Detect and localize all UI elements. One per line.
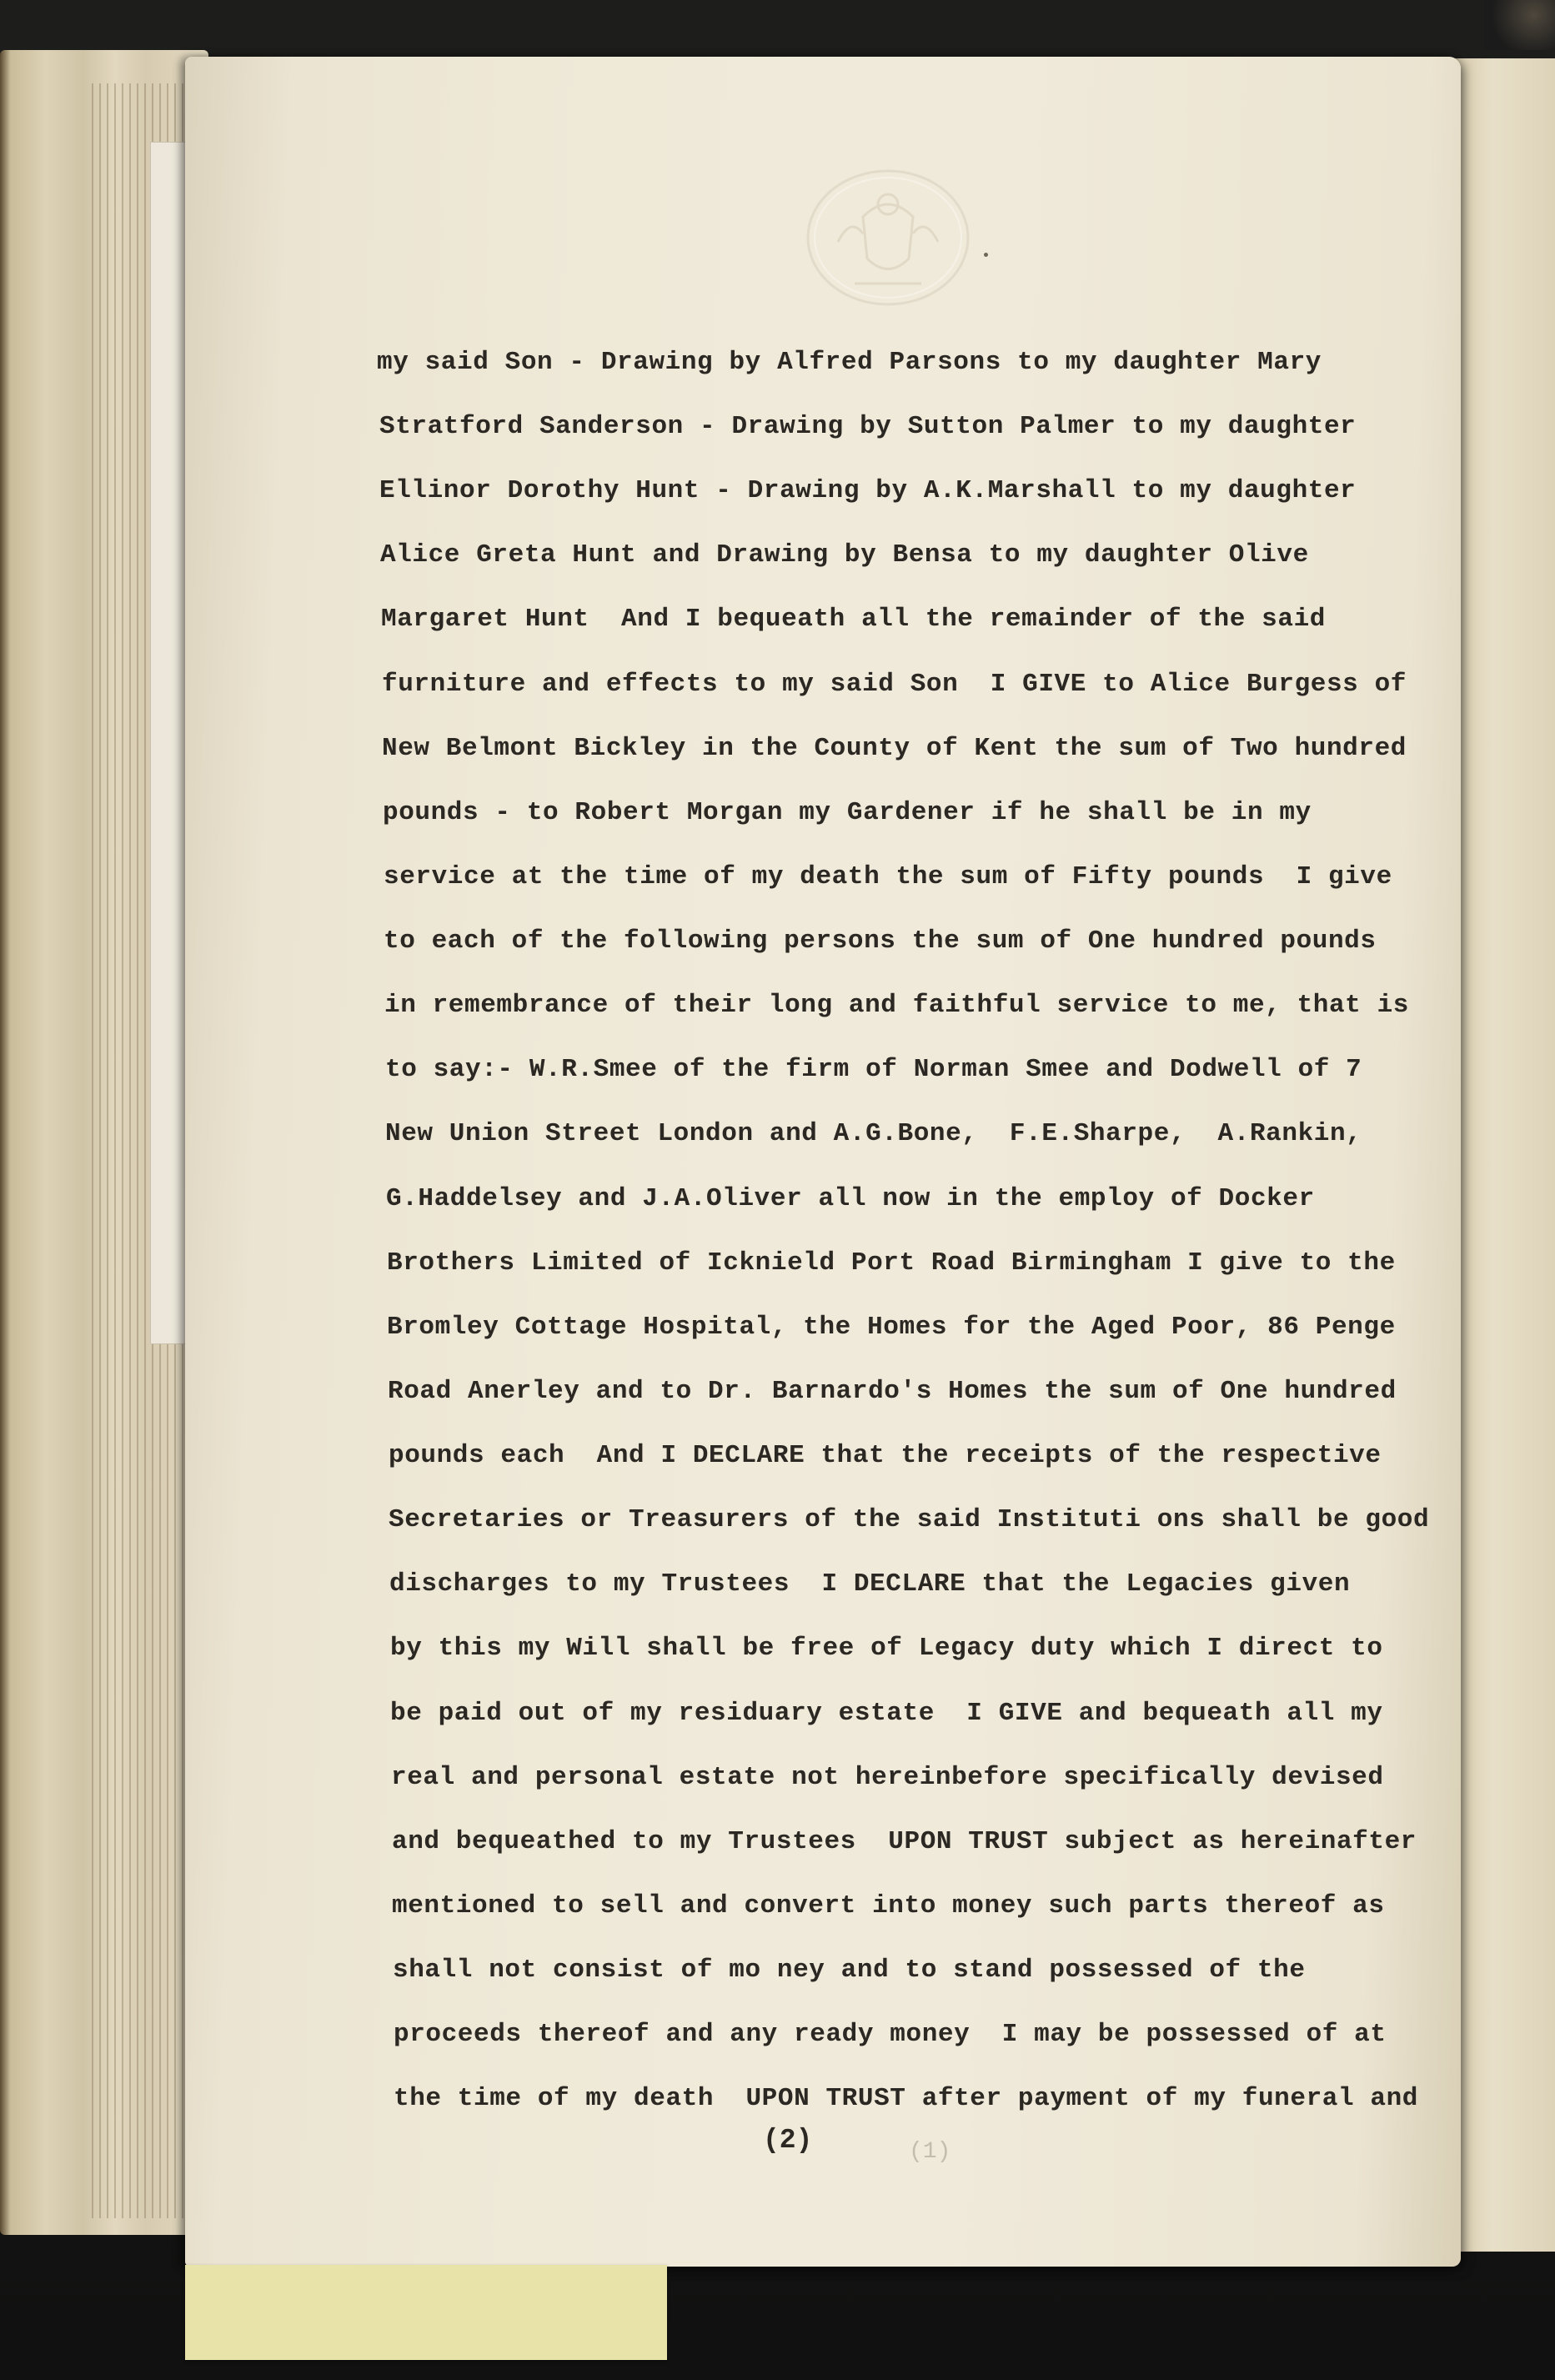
text-line: Brothers Limited of Icknield Port Road Birmingham I give to the [387, 1248, 1396, 1278]
text-line: Ellinor Dorothy Hunt - Drawing by A.K.Marshall to my daughter [379, 476, 1357, 505]
text-line: Stratford Sanderson - Drawing by Sutton Palmer to my daughter [379, 412, 1357, 441]
text-line: Alice Greta Hunt and Drawing by Bensa to my daughter Olive [380, 540, 1309, 570]
text-line: my said Son - Drawing by Alfred Parsons to my daughter Mary [377, 348, 1322, 377]
text-line: real and personal estate not hereinbefore specifically devised [391, 1763, 1384, 1792]
text-line: by this my Will shall be free of Legacy duty which I direct to [390, 1634, 1383, 1663]
text-line: be paid out of my residuary estate I GIVE and bequeath all my [390, 1699, 1383, 1728]
text-line: in remembrance of their long and faithful service to me, that is [384, 991, 1409, 1020]
embossed-seal-icon [805, 167, 971, 309]
text-line: to say:- W.R.Smee of the firm of Norman Smee and Dodwell of 7 [385, 1055, 1362, 1084]
text-line: proceeds thereof and any ready money I may be possessed of at [394, 2020, 1387, 2049]
text-line: Margaret Hunt And I bequeath all the remainder of the said [381, 605, 1326, 634]
document-page [185, 57, 1461, 2267]
text-line: service at the time of my death the sum of Fifty pounds I give [384, 862, 1392, 891]
text-line: and bequeathed to my Trustees UPON TRUST subject as hereinafter [392, 1827, 1417, 1856]
corner-shadow [1484, 0, 1555, 50]
ink-dot [984, 253, 988, 257]
text-line: furniture and effects to my said Son I GIVE to Alice Burgess of [382, 670, 1407, 699]
text-line: to each of the following persons the sum of One hundred pounds [384, 926, 1377, 956]
text-line: mentioned to sell and convert into money such parts thereof as [392, 1891, 1385, 1921]
text-line: shall not consist of mo ney and to stand possessed of the [393, 1956, 1306, 1985]
text-line: pounds each And I DECLARE that the receipts of the respective [389, 1441, 1382, 1470]
text-line: G.Haddelsey and J.A.Oliver all now in the employ of Docker [386, 1184, 1315, 1213]
page-number: (2) [763, 2125, 813, 2156]
faint-page-number: (1) [909, 2139, 951, 2165]
text-line: New Union Street London and A.G.Bone, F.E.Sharpe, A.Rankin, [385, 1119, 1362, 1148]
text-line: Secretaries or Treasurers of the said Instituti ons shall be good [389, 1505, 1430, 1534]
text-line: pounds - to Robert Morgan my Gardener if he shall be in my [383, 798, 1312, 827]
text-line: New Belmont Bickley in the County of Kent the sum of Two hundred [382, 734, 1407, 763]
text-line: the time of my death UPON TRUST after payment of my funeral and [394, 2084, 1418, 2113]
text-line: discharges to my Trustees I DECLARE that the Legacies given [389, 1569, 1351, 1599]
text-line: Road Anerley and to Dr. Barnardo's Homes the sum of One hundred [388, 1377, 1397, 1406]
right-page-edge [1451, 58, 1555, 2252]
sticky-note [185, 2265, 667, 2360]
text-line: Bromley Cottage Hospital, the Homes for the Aged Poor, 86 Penge [387, 1313, 1396, 1342]
